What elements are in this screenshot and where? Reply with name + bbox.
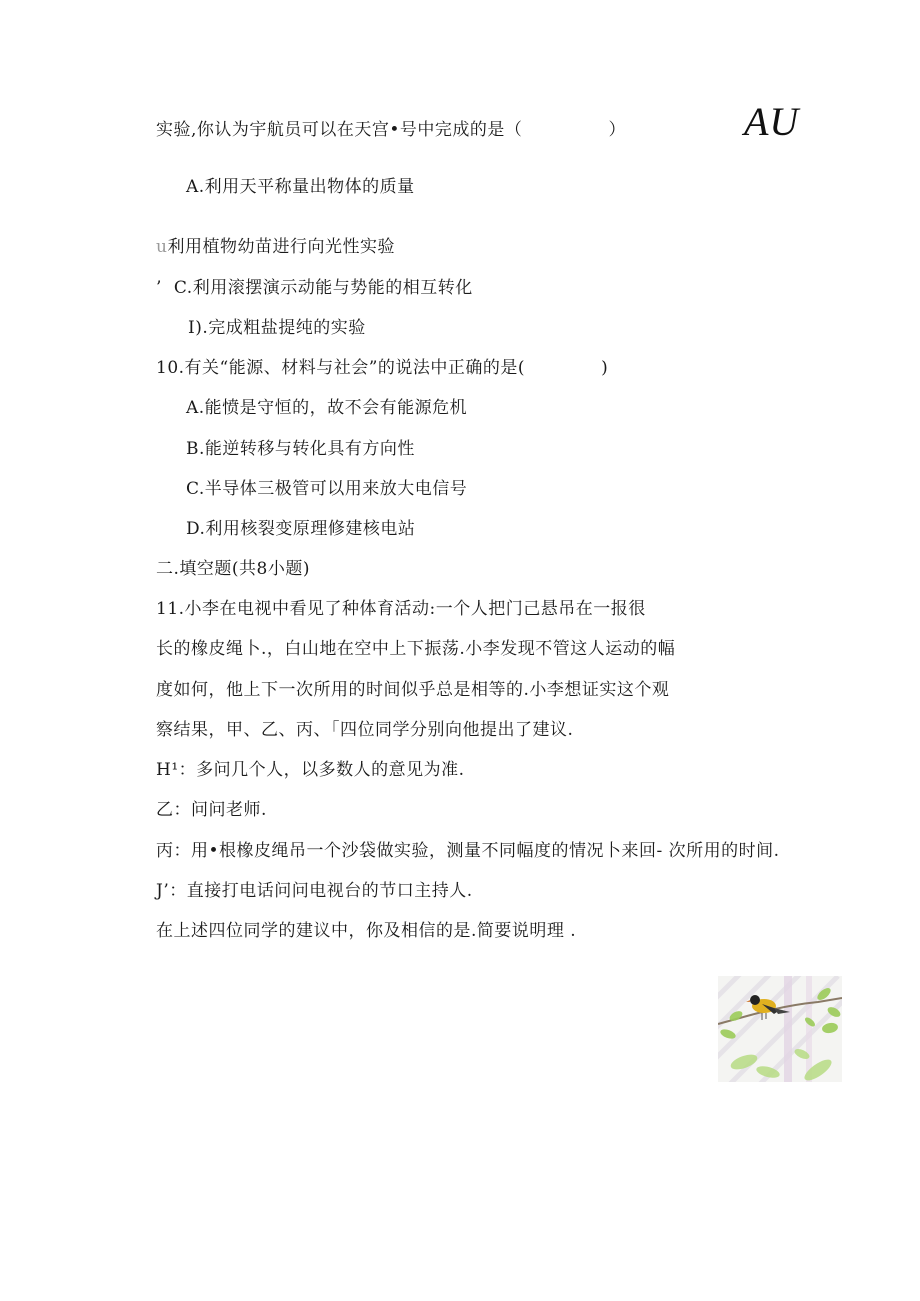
q9-option-c: [156, 276, 473, 300]
q10-stem: [156, 356, 608, 380]
q9-option-b-text: 利用植物幼苗进行向光性实验: [167, 237, 395, 257]
q9-option-b-mark: u: [156, 237, 168, 257]
section-title: 二.填空题(共8小题): [156, 559, 310, 579]
q9-close-paren: ）: [608, 120, 626, 140]
q11-suggestion-4: J’：直接打电话问问电视台的节口主持人.: [156, 881, 473, 901]
q9-option-c-text: C.利用滚摆演示动能与势能的相互转化: [173, 278, 473, 298]
q9-option-c-mark: ’: [156, 278, 162, 298]
q10-close-paren: ): [601, 358, 609, 378]
q11-line-2: 长的橡皮绳卜.，白山地在空中上下振荡.小李发现不管这人运动的幅: [156, 639, 676, 659]
q9-stem: [156, 118, 626, 142]
q11-line-1: 11.小李在电视中看见了种体育活动:一个人把门己悬吊在一报很: [156, 599, 646, 619]
q10-option-c: C.半导体三极管可以用来放大电信号: [186, 479, 468, 499]
q11-suggestion-3: 丙：用•根橡皮绳吊一个沙袋做实验，测量不同幅度的情况卜来回- 次所用的时间.: [156, 841, 780, 861]
q11-suggestion-2: 乙：问问老师.: [156, 800, 267, 820]
q10-option-a: A.能愤是守恒的，故不会有能源危机: [186, 398, 468, 418]
q9-option-a: A.利用天平称量出物体的质量: [186, 177, 415, 197]
q11-line-3: 度如何，他上下一次所用的时间似乎总是相等的.小李想证实这个观: [156, 680, 670, 700]
q11-question: 在上述四位同学的建议中，你及相信的是.简要说明理 .: [156, 921, 577, 941]
bird-branch-illustration: [718, 976, 842, 1082]
q10-stem-text: 10.有关“能源、材料与社会”的说法中正确的是(: [156, 358, 526, 378]
q9-stem-text: 实验,你认为宇航员可以在天宫•号中完成的是（: [156, 120, 523, 140]
q9-option-d: I).完成粗盐提纯的实验: [188, 318, 366, 338]
q10-option-d: D.利用核裂变原理修建核电站: [186, 519, 416, 539]
q11-line-4: 察结果，甲、乙、丙、「四位同学分别向他提出了建议.: [156, 720, 574, 740]
q11-suggestion-1: H¹：多问几个人，以多数人的意见为准.: [156, 760, 465, 780]
corner-mark: AU: [744, 99, 800, 144]
q10-option-b: B.能逆转移与转化具有方向性: [186, 439, 415, 459]
q9-option-b: [156, 235, 395, 259]
